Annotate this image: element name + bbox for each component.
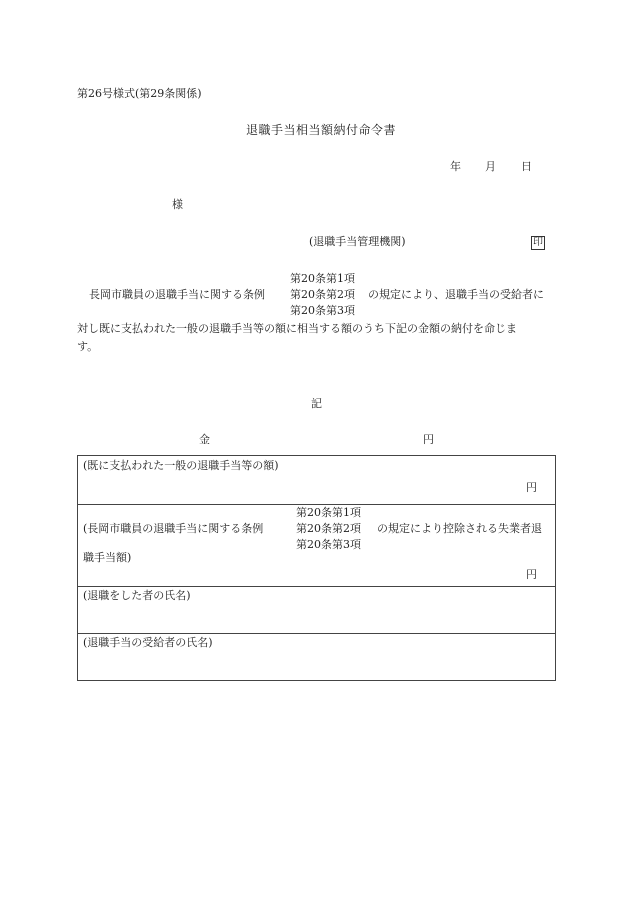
row2-article-3: 第20条第3項 xyxy=(296,538,361,551)
body-article-1: 第20条第1項 xyxy=(290,272,355,285)
row2-line2: 職手当額) xyxy=(83,551,132,564)
row-divider xyxy=(78,504,555,505)
issuer-label: (退職手当管理機関) xyxy=(309,235,406,248)
row2-article-2: 第20条第2項 xyxy=(296,522,361,535)
addressee-suffix: 様 xyxy=(172,198,183,211)
date-year-label: 年 xyxy=(450,160,461,173)
date-month-label: 月 xyxy=(485,160,496,173)
row1-unit: 円 xyxy=(526,481,537,494)
row4-label: (退職手当の受給者の氏名) xyxy=(83,636,213,649)
row1-label: (既に支払われた一般の退職手当等の額) xyxy=(83,459,279,472)
seal-label: 印 xyxy=(533,237,543,248)
row3-label: (退職をした者の氏名) xyxy=(83,589,191,602)
seal-mark xyxy=(531,235,545,250)
amount-unit: 円 xyxy=(423,433,434,446)
body-line2: 対し既に支払われた一般の退職手当等の額に相当する額のうち下記の金額の納付を命じま xyxy=(77,322,517,335)
row-divider xyxy=(78,633,555,634)
body-article-2: 第20条第2項 xyxy=(290,288,355,301)
body-line3: す。 xyxy=(77,340,99,353)
amount-label: 金 xyxy=(199,433,210,446)
row2-tail: の規定により控除される失業者退 xyxy=(377,522,542,535)
document-title: 退職手当相当額納付命令書 xyxy=(246,123,397,137)
body-article-3: 第20条第3項 xyxy=(290,304,355,317)
body-ordinance: 長岡市職員の退職手当に関する条例 xyxy=(89,288,265,301)
row2-prefix: (長岡市職員の退職手当に関する条例 xyxy=(83,522,264,535)
row2-article-1: 第20条第1項 xyxy=(296,506,361,519)
row-divider xyxy=(78,586,555,587)
date-day-label: 日 xyxy=(521,160,532,173)
form-number: 第26号様式(第29条関係) xyxy=(77,87,202,100)
details-table xyxy=(77,455,556,681)
row2-unit: 円 xyxy=(526,568,537,581)
body-line1-tail: の規定により、退職手当の受給者に xyxy=(368,288,544,301)
ki-label: 記 xyxy=(311,397,322,410)
